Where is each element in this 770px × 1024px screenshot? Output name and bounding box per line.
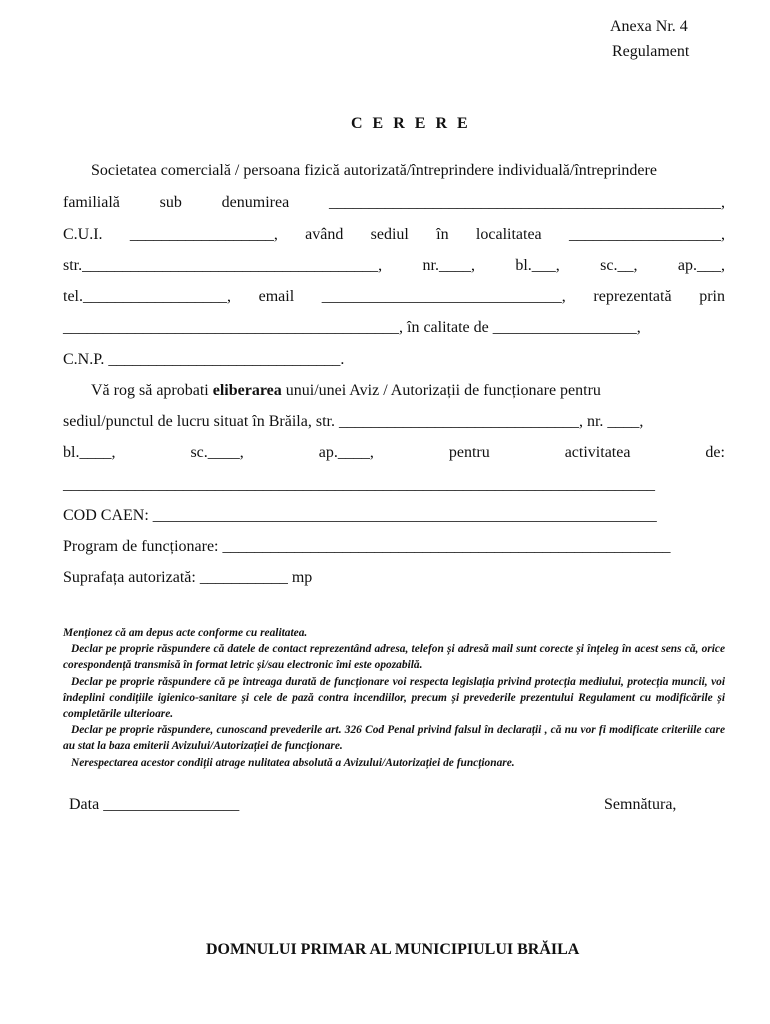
caen-code-field[interactable]: COD CAEN: _______________________________________________________________ [63, 507, 657, 524]
regulation-label: Regulament [612, 43, 690, 60]
stair-field[interactable]: sc.__, [600, 257, 638, 274]
declarations-block [63, 625, 725, 771]
cui-field[interactable]: __________________, [129, 226, 278, 243]
declaration-4: Declar pe proprie răspundere, cunoscand prevederile art. 326 Cod Penal privind falsul în declarații , că nu vor fi modificate criteriile care au stat la baza emiterii Avizului/Autorizației de funcționare. [63, 724, 725, 753]
text: de: [705, 444, 725, 461]
document-title: C E R E R E [351, 115, 471, 132]
block-field[interactable]: bl.___, [515, 257, 560, 274]
signature-label: Semnătura, [604, 796, 677, 813]
emphasis: eliberarea [212, 382, 282, 399]
email-field[interactable]: ______________________________, [321, 288, 566, 305]
form-line-10 [63, 444, 725, 462]
workplace-line[interactable]: sediul/punctul de lucru situat în Brăila, str. ______________________________, nr. ____, [63, 413, 644, 430]
text: în [436, 226, 449, 243]
form-line-6[interactable]: __________________________________________, în calitate de __________________, [63, 319, 641, 336]
text: familială [63, 194, 120, 211]
form-line-4 [63, 257, 725, 275]
text: reprezentată [593, 288, 672, 305]
form-line-2 [63, 194, 725, 212]
phone-field[interactable]: tel.__________________, [63, 288, 231, 305]
request-line [91, 382, 725, 400]
number-field[interactable]: nr.____, [422, 257, 475, 274]
text: pentru [448, 444, 490, 461]
text: Vă rog să aprobati eliberarea unui/unei Aviz / Autorizații de funcționare pentru [91, 382, 601, 399]
activity-field[interactable]: __________________________________________________________________________ [63, 476, 655, 493]
street-field[interactable]: str._____________________________________, [63, 257, 383, 274]
declaration-1: Menționez că am depus acte conforme cu realitatea. [63, 627, 308, 639]
declaration-2: Declar pe proprie răspundere că datele de contact reprezentând adresa, telefon și adresă mail sunt corecte și înțeleg în acest sens că, orice corespondență transmisă în format letric și/sau electronic îmi este opozabilă. [63, 643, 725, 672]
form-line-5 [63, 288, 725, 306]
text: prin [699, 288, 725, 305]
text: denumirea [221, 194, 290, 211]
apartment-field-2[interactable]: ap.____, [318, 444, 374, 461]
block-field-2[interactable]: bl.____, [63, 444, 116, 461]
apartment-field[interactable]: ap.___, [677, 257, 725, 274]
text: email [258, 288, 295, 305]
text: C.U.I. [63, 226, 103, 243]
area-field[interactable]: Suprafața autorizată: ___________ mp [63, 569, 313, 586]
text: sediul [370, 226, 409, 243]
cnp-line[interactable]: C.N.P. _____________________________. [63, 351, 345, 368]
form-line-3 [63, 226, 725, 244]
declaration-5: Nerespectarea acestor condiții atrage nulitatea absolută a Avizului/Autorizației de funcționare. [71, 756, 515, 769]
addressee: DOMNULUI PRIMAR AL MUNICIPIULUI BRĂILA [206, 941, 580, 958]
annex-label: Anexa Nr. 4 [610, 18, 688, 35]
locality-field[interactable]: ___________________, [568, 226, 725, 243]
text: având [305, 226, 344, 243]
text: sub [159, 194, 182, 211]
form-line-1: Societatea comercială / persoana fizică autorizată/întreprindere individuală/întreprindere [91, 162, 657, 179]
company-name-field[interactable]: _________________________________________________, [328, 194, 725, 211]
text: activitatea [564, 444, 631, 461]
text: localitatea [475, 226, 542, 243]
date-field[interactable]: Data _________________ [69, 796, 240, 813]
declaration-3: Declar pe proprie răspundere că pe întreaga durată de funcționare voi respecta legislația privind protecția mediului, protecția muncii, voi îndeplini condițiile igienico-sanitare și cele de pază contra incendiilor, precum și prevederile prezentului Regulament cu modificările și completările ulterioare. [63, 675, 725, 721]
stair-field-2[interactable]: sc.____, [190, 444, 244, 461]
schedule-field[interactable]: Program de funcționare: ________________________________________________________ [63, 538, 671, 555]
